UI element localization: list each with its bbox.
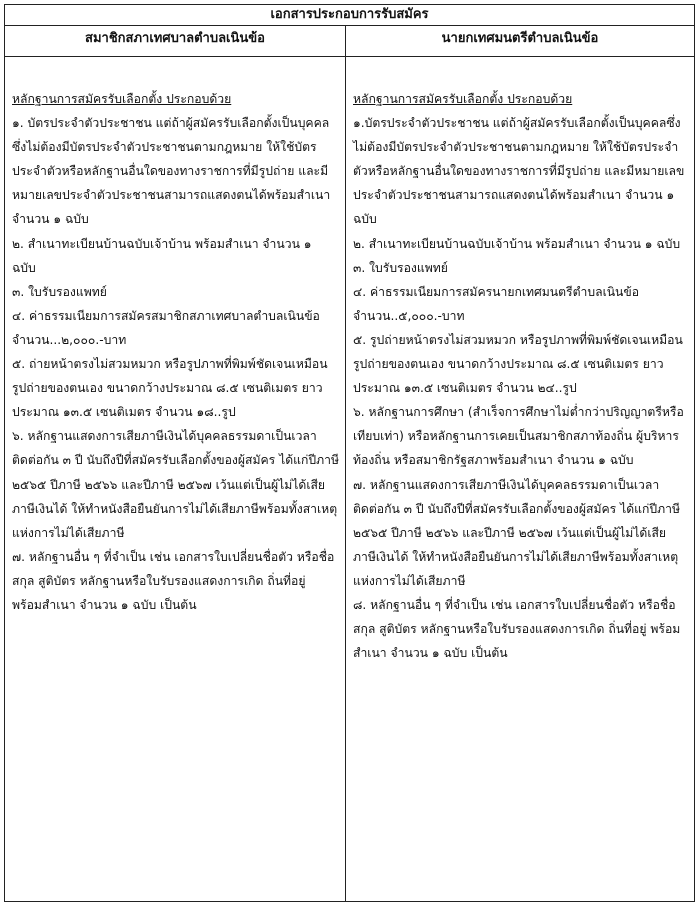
requirement-item: ๓. ใบรับรองแพทย์ <box>353 260 448 275</box>
requirement-item: ๑. บัตรประจำตัวประชาชน แต่ถ้าผู้สมัครรับเลือกตั้งเป็นบุคคลซึ่งไม่ต้องมีบัตรประจำตัวประชาชนตามกฎหมาย ให้ใช้บัตรประจำตัวหรือหลักฐานอื่นใดของทางราชการที่มีรูปถ่าย และมีหมายเลขประจำตัวประชาชนสามารถแสดงตนได้พร้อมสำเนา จำนวน ๑ ฉบับ <box>12 116 331 227</box>
column-header-council-member: สมาชิกสภาเทศบาลตำบลเนินข้อ <box>5 26 346 57</box>
requirement-item: ๒. สำเนาทะเบียนบ้านฉบับเจ้าบ้าน พร้อมสำเนา จำนวน ๑ ฉบับ <box>353 236 681 251</box>
mayor-requirements <box>346 57 695 902</box>
requirement-item: ๕. รูปถ่ายหน้าตรงไม่สวมหมวก หรือรูปภาพที่พิมพ์ชัดเจนเหมือนรูปถ่ายของตนเอง ขนาดกว้างประมาณ ๘.๕ เซนติเมตร ยาวประมาณ ๑๓.๕ เซนติเมตร จำนวน ๒๔..รูป <box>353 332 683 396</box>
requirement-item: ๗. หลักฐานแสดงการเสียภาษีเงินได้บุคคลธรรมดาเป็นเวลาติดต่อกัน ๓ ปี นับถึงปีที่สมัครรับเลือกตั้งของผู้สมัคร ได้แก่ปีภาษี ๒๕๖๕ ปีภาษี ๒๕๖๖ และปีภาษี ๒๕๖๗ เว้นแต่เป็นผู้ไม่ได้เสียภาษีเงินได้ ให้ทำหนังสือยืนยันการไม่ได้เสียภาษีพร้อมทั้งสาเหตุแห่งการไม่ได้เสียภาษี <box>353 477 680 588</box>
requirement-item: ๑.บัตรประจำตัวประชาชน แต่ถ้าผู้สมัครรับเลือกตั้งเป็นบุคคลซึ่งไม่ต้องมีบัตรประจำตัวประชาชนตามกฎหมาย ให้ใช้บัตรประจำตัวหรือหลักฐานอื่นใดของทางราชการที่มีรูปถ่าย และมีหมายเลขประจำตัวประชาชนสามารถแสดงตนได้พร้อมสำเนา จำนวน ๑ ฉบับ <box>353 116 685 227</box>
requirement-item: ๕. ถ่ายหน้าตรงไม่สวมหมวก หรือรูปภาพที่พิมพ์ชัดเจนเหมือนรูปถ่ายของตนเอง ขนาดกว้างประมาณ ๘.๕ เซนติเมตร ยาวประมาณ ๑๓.๕ เซนติเมตร จำนวน ๑๘..รูป <box>12 357 328 420</box>
requirements-table <box>4 4 695 902</box>
table-title: เอกสารประกอบการรับสมัคร <box>5 5 695 26</box>
requirement-item: ๘. หลักฐานอื่น ๆ ที่จำเป็น เช่น เอกสารใบเปลี่ยนชื่อตัว หรือชื่อสกุล สูติบัตร หลักฐานหรือใบรับรองแสดงการเกิด ถิ่นที่อยู่ พร้อมสำเนา จำนวน ๑ ฉบับ เป็นต้น <box>353 597 681 661</box>
requirements-heading: หลักฐานการสมัครรับเลือกตั้ง ประกอบด้วย <box>12 92 232 106</box>
requirement-item: ๔. ค่าธรรมเนียมการสมัครสมาชิกสภาเทศบาลตำบลเนินข้อ จำนวน...๒,๐๐๐.-บาท <box>12 308 320 347</box>
requirements-heading: หลักฐานการสมัครรับเลือกตั้ง ประกอบด้วย <box>353 92 573 106</box>
requirement-item: ๔. ค่าธรรมเนียมการสมัครนายกเทศมนตรีตำบลเนินข้อ จำนวน..๕,๐๐๐.-บาท <box>353 284 640 323</box>
requirement-item: ๖. หลักฐานแสดงการเสียภาษีเงินได้บุคคลธรรมดาเป็นเวลาติดต่อกัน ๓ ปี นับถึงปีที่สมัครรับเลือกตั้งของผู้สมัคร ได้แก่ปีภาษี ๒๕๖๕ ปีภาษี ๒๕๖๖ และปีภาษี ๒๕๖๗ เว้นแต่เป็นผู้ไม่ได้เสียภาษีเงินได้ ให้ทำหนังสือยืนยันการไม่ได้เสียภาษีพร้อมทั้งสาเหตุแห่งการไม่ได้เสียภาษี <box>12 429 339 540</box>
column-header-mayor: นายกเทศมนตรีตำบลเนินข้อ <box>346 26 695 57</box>
requirement-item: ๖. หลักฐานการศึกษา (สำเร็จการศึกษาไม่ต่ำกว่าปริญญาตรีหรือเทียบเท่า) หรือหลักฐานการเคยเป็นสมาชิกสภาท้องถิ่น ผู้บริหารท้องถิ่น หรือสมาชิกรัฐสภาพร้อมสำเนา จำนวน ๑ ฉบับ <box>353 405 684 468</box>
council-member-requirements <box>5 57 346 902</box>
requirement-item: ๗. หลักฐานอื่น ๆ ที่จำเป็น เช่น เอกสารใบเปลี่ยนชื่อตัว หรือชื่อสกุล สูติบัตร หลักฐานหรือใบรับรองแสดงการเกิด ถิ่นที่อยู่ พร้อมสำเนา จำนวน ๑ ฉบับ เป็นต้น <box>12 549 335 612</box>
requirement-item: ๓. ใบรับรองแพทย์ <box>12 284 107 299</box>
requirement-item: ๒. สำเนาทะเบียนบ้านฉบับเจ้าบ้าน พร้อมสำเนา จำนวน ๑ ฉบับ <box>12 236 312 275</box>
